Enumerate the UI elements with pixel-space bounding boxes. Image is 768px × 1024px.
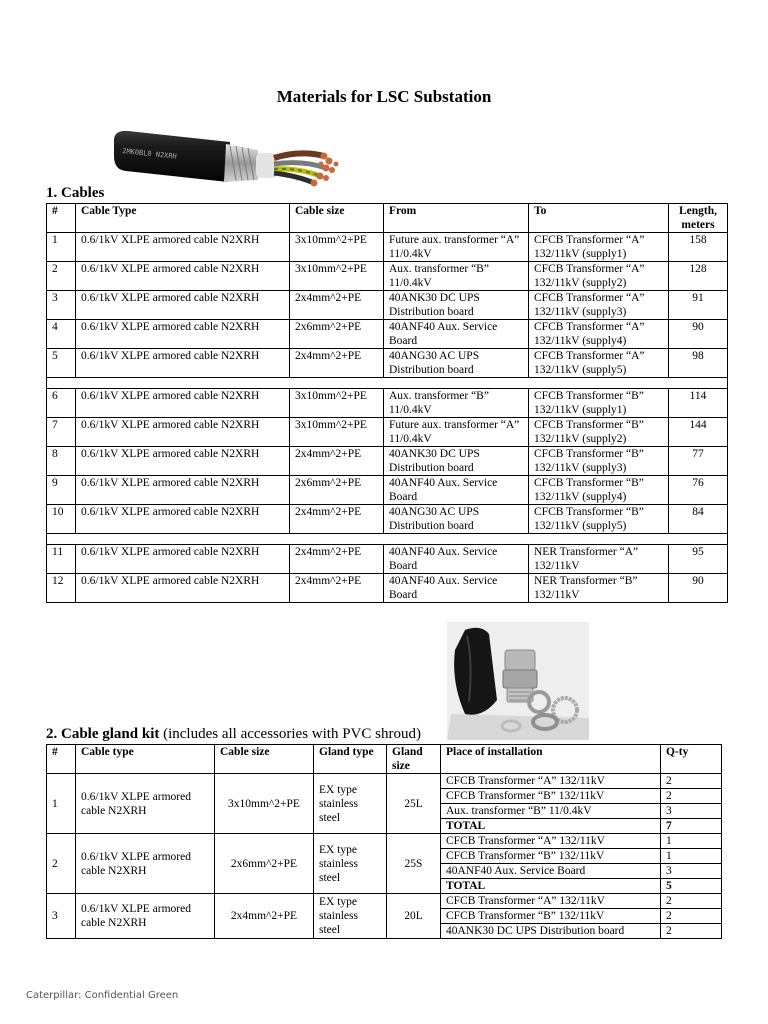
col-from-header: From: [384, 204, 529, 233]
cable-size-cell: 2x4mm^2+PE: [290, 505, 384, 534]
section-2-description: (includes all accessories with PVC shroud): [159, 726, 421, 742]
place-cell: Aux. transformer “B” 11/0.4kV: [441, 804, 661, 819]
length-cell: 95: [669, 545, 728, 574]
from-cell: 40ANK30 DC UPS Distribution board: [384, 291, 529, 320]
cable-type-cell: 0.6/1kV XLPE armored cable N2XRH: [76, 389, 290, 418]
from-cell: 40ANG30 AC UPS Distribution board: [384, 349, 529, 378]
row-number: 6: [47, 389, 76, 418]
cable-size-cell: 3x10mm^2+PE: [290, 233, 384, 262]
qty-cell: 1: [661, 849, 722, 864]
section-2-title: 2. Cable gland kit: [46, 726, 160, 742]
cable-type-cell: 0.6/1kV XLPE armored cable N2XRH: [76, 447, 290, 476]
cable-size-cell: 2x4mm^2+PE: [290, 574, 384, 603]
qty-cell: 2: [661, 774, 722, 789]
length-cell: 76: [669, 476, 728, 505]
cables-table-body: [47, 233, 728, 603]
length-cell: 114: [669, 389, 728, 418]
col-size-header: Cable size: [215, 745, 314, 774]
cable-type-cell: 0.6/1kV XLPE armored cable N2XRH: [76, 545, 290, 574]
col-gland-size-header: Gland size: [387, 745, 441, 774]
from-cell: 40ANF40 Aux. Service Board: [384, 320, 529, 349]
from-cell: 40ANF40 Aux. Service Board: [384, 574, 529, 603]
place-cell: CFCB Transformer “B” 132/11kV: [441, 789, 661, 804]
cable-type-cell: 0.6/1kV XLPE armored cable N2XRH: [76, 574, 290, 603]
length-cell: 84: [669, 505, 728, 534]
cable-size-cell: 3x10mm^2+PE: [290, 418, 384, 447]
row-number: 12: [47, 574, 76, 603]
section-1-heading: 1. Cables: [46, 185, 105, 201]
cable-type-cell: 0.6/1kV XLPE armored cable N2XRH: [76, 894, 215, 939]
cable-size-cell: 2x4mm^2+PE: [290, 447, 384, 476]
cable-type-cell: 0.6/1kV XLPE armored cable N2XRH: [76, 233, 290, 262]
table-row: [47, 389, 728, 418]
cable-print-text: 2MK0BL0 N2XRH: [121, 147, 178, 161]
gland-size-cell: 25L: [387, 774, 441, 834]
separator-cell: [47, 378, 728, 389]
from-cell: 40ANF40 Aux. Service Board: [384, 545, 529, 574]
row-number: 10: [47, 505, 76, 534]
group-number: 3: [47, 894, 76, 939]
col-num-header: #: [47, 204, 76, 233]
gland-kit-table-body: [47, 774, 722, 939]
col-length-header: Length, meters: [669, 204, 728, 233]
col-qty-header: Q-ty: [661, 745, 722, 774]
length-cell: 91: [669, 291, 728, 320]
length-cell: 144: [669, 418, 728, 447]
table-row: [47, 894, 722, 909]
row-number: 3: [47, 291, 76, 320]
place-cell: CFCB Transformer “A” 132/11kV: [441, 834, 661, 849]
cable-type-cell: 0.6/1kV XLPE armored cable N2XRH: [76, 320, 290, 349]
qty-cell: 1: [661, 834, 722, 849]
gland-kit-table: [46, 744, 722, 939]
qty-cell: 2: [661, 909, 722, 924]
to-cell: CFCB Transformer “B” 132/11kV (supply3): [529, 447, 669, 476]
col-type-header: Cable Type: [76, 204, 290, 233]
place-cell: CFCB Transformer “B” 132/11kV: [441, 909, 661, 924]
cable-size-cell: 2x4mm^2+PE: [215, 894, 314, 939]
row-number: 8: [47, 447, 76, 476]
cables-table: [46, 203, 728, 603]
cable-type-cell: 0.6/1kV XLPE armored cable N2XRH: [76, 291, 290, 320]
row-number: 11: [47, 545, 76, 574]
table-row: [47, 774, 722, 789]
place-cell: 40ANF40 Aux. Service Board: [441, 864, 661, 879]
col-place-header: Place of installation: [441, 745, 661, 774]
place-cell: CFCB Transformer “A” 132/11kV: [441, 894, 661, 909]
gland-kit-photo: [447, 622, 589, 740]
qty-cell: 2: [661, 894, 722, 909]
to-cell: CFCB Transformer “A” 132/11kV (supply3): [529, 291, 669, 320]
gland-type-cell: EX type stainless steel: [314, 834, 387, 894]
from-cell: Future aux. transformer “A” 11/0.4kV: [384, 233, 529, 262]
table-header-row: [47, 204, 728, 233]
to-cell: CFCB Transformer “A” 132/11kV (supply2): [529, 262, 669, 291]
table-row: [47, 320, 728, 349]
section-2-heading: [46, 726, 421, 743]
to-cell: CFCB Transformer “B” 132/11kV (supply2): [529, 418, 669, 447]
table-row: [47, 545, 728, 574]
col-num-header: #: [47, 745, 76, 774]
cable-type-cell: 0.6/1kV XLPE armored cable N2XRH: [76, 834, 215, 894]
row-number: 9: [47, 476, 76, 505]
place-cell: CFCB Transformer “B” 132/11kV: [441, 849, 661, 864]
gland-size-cell: 20L: [387, 894, 441, 939]
total-qty: 7: [661, 819, 722, 834]
page-title: Materials for LSC Substation: [276, 87, 492, 106]
col-type-header: Cable type: [76, 745, 215, 774]
to-cell: CFCB Transformer “A” 132/11kV (supply4): [529, 320, 669, 349]
cable-size-cell: 2x4mm^2+PE: [290, 291, 384, 320]
to-cell: CFCB Transformer “B” 132/11kV (supply4): [529, 476, 669, 505]
col-gland-type-header: Gland type: [314, 745, 387, 774]
place-cell: 40ANK30 DC UPS Distribution board: [441, 924, 661, 939]
total-label: TOTAL: [441, 819, 661, 834]
total-label: TOTAL: [441, 879, 661, 894]
table-row: [47, 233, 728, 262]
cable-type-cell: 0.6/1kV XLPE armored cable N2XRH: [76, 418, 290, 447]
row-number: 5: [47, 349, 76, 378]
from-cell: 40ANF40 Aux. Service Board: [384, 476, 529, 505]
table-row: [47, 291, 728, 320]
to-cell: CFCB Transformer “B” 132/11kV (supply1): [529, 389, 669, 418]
qty-cell: 2: [661, 924, 722, 939]
table-row: [47, 349, 728, 378]
length-cell: 90: [669, 320, 728, 349]
length-cell: 98: [669, 349, 728, 378]
cable-type-cell: 0.6/1kV XLPE armored cable N2XRH: [76, 476, 290, 505]
gland-type-cell: EX type stainless steel: [314, 774, 387, 834]
to-cell: NER Transformer “B” 132/11kV: [529, 574, 669, 603]
row-number: 1: [47, 233, 76, 262]
to-cell: CFCB Transformer “A” 132/11kV (supply1): [529, 233, 669, 262]
qty-cell: 3: [661, 864, 722, 879]
table-row: [47, 834, 722, 849]
cable-size-cell: 2x6mm^2+PE: [290, 476, 384, 505]
cable-type-cell: 0.6/1kV XLPE armored cable N2XRH: [76, 349, 290, 378]
separator-row: [47, 534, 728, 545]
separator-row: [47, 378, 728, 389]
from-cell: 40ANG30 AC UPS Distribution board: [384, 505, 529, 534]
cable-type-cell: 0.6/1kV XLPE armored cable N2XRH: [76, 262, 290, 291]
cable-photo: [112, 128, 344, 192]
to-cell: NER Transformer “A” 132/11kV: [529, 545, 669, 574]
length-cell: 128: [669, 262, 728, 291]
row-number: 4: [47, 320, 76, 349]
table-row: [47, 476, 728, 505]
footer-classification: Caterpillar: Confidential Green: [26, 990, 179, 1001]
length-cell: 77: [669, 447, 728, 476]
from-cell: Future aux. transformer “A” 11/0.4kV: [384, 418, 529, 447]
cable-type-cell: 0.6/1kV XLPE armored cable N2XRH: [76, 774, 215, 834]
length-cell: 158: [669, 233, 728, 262]
table-row: [47, 262, 728, 291]
cable-type-cell: 0.6/1kV XLPE armored cable N2XRH: [76, 505, 290, 534]
group-number: 2: [47, 834, 76, 894]
col-size-header: Cable size: [290, 204, 384, 233]
gland-size-cell: 25S: [387, 834, 441, 894]
table-header-row: [47, 745, 722, 774]
from-cell: Aux. transformer “B” 11/0.4kV: [384, 389, 529, 418]
total-qty: 5: [661, 879, 722, 894]
to-cell: CFCB Transformer “A” 132/11kV (supply5): [529, 349, 669, 378]
separator-cell: [47, 534, 728, 545]
table-row: [47, 505, 728, 534]
to-cell: CFCB Transformer “B” 132/11kV (supply5): [529, 505, 669, 534]
from-cell: Aux. transformer “B” 11/0.4kV: [384, 262, 529, 291]
cable-size-cell: 2x4mm^2+PE: [290, 545, 384, 574]
col-to-header: To: [529, 204, 669, 233]
length-cell: 90: [669, 574, 728, 603]
row-number: 7: [47, 418, 76, 447]
cable-size-cell: 2x6mm^2+PE: [215, 834, 314, 894]
group-number: 1: [47, 774, 76, 834]
cable-size-cell: 3x10mm^2+PE: [290, 389, 384, 418]
table-row: [47, 574, 728, 603]
qty-cell: 3: [661, 804, 722, 819]
from-cell: 40ANK30 DC UPS Distribution board: [384, 447, 529, 476]
place-cell: CFCB Transformer “A” 132/11kV: [441, 774, 661, 789]
cable-size-cell: 2x4mm^2+PE: [290, 349, 384, 378]
table-row: [47, 447, 728, 476]
gland-type-cell: EX type stainless steel: [314, 894, 387, 939]
cable-size-cell: 2x6mm^2+PE: [290, 320, 384, 349]
cable-size-cell: 3x10mm^2+PE: [215, 774, 314, 834]
cable-size-cell: 3x10mm^2+PE: [290, 262, 384, 291]
table-row: [47, 418, 728, 447]
row-number: 2: [47, 262, 76, 291]
qty-cell: 2: [661, 789, 722, 804]
